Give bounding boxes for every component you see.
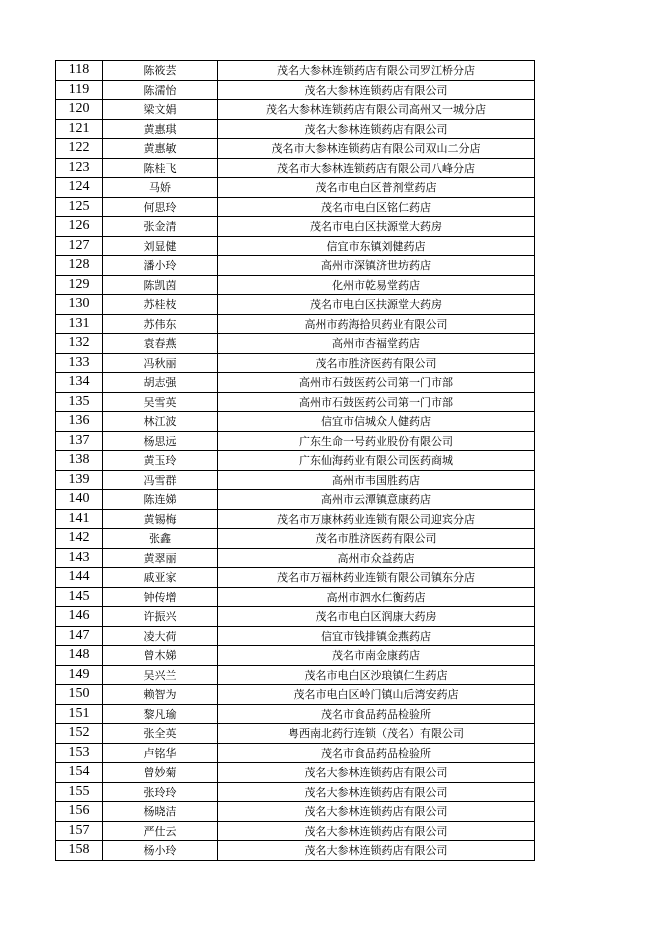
organization-cell: 茂名大参林连锁药店有限公司 [218,782,535,802]
table-row [56,587,535,607]
row-number-cell: 128 [56,256,103,276]
table-row [56,743,535,763]
organization-cell: 化州市乾易堂药店 [218,275,535,295]
table-row [56,841,535,861]
organization-cell: 茂名市南金康药店 [218,646,535,666]
person-name-cell: 冯雪群 [103,470,218,490]
organization-cell: 茂名市电白区扶源堂大药房 [218,217,535,237]
organization-cell: 高州市众益药店 [218,548,535,568]
row-number-cell: 142 [56,529,103,549]
table-row [56,626,535,646]
person-name-cell: 陈濡怡 [103,80,218,100]
organization-cell: 茂名大参林连锁药店有限公司 [218,821,535,841]
person-name-cell: 黄惠琪 [103,119,218,139]
person-name-cell: 赖智为 [103,685,218,705]
row-number-cell: 125 [56,197,103,217]
row-number-cell: 138 [56,451,103,471]
person-name-cell: 袁春燕 [103,334,218,354]
organization-cell: 茂名市万福林药业连锁有限公司镇东分店 [218,568,535,588]
table-row [56,236,535,256]
person-name-cell: 张鑫 [103,529,218,549]
row-number-cell: 120 [56,100,103,120]
person-name-cell: 梁文娟 [103,100,218,120]
row-number-cell: 132 [56,334,103,354]
row-number-cell: 119 [56,80,103,100]
table-row [56,451,535,471]
row-number-cell: 149 [56,665,103,685]
person-name-cell: 黄锡梅 [103,509,218,529]
row-number-cell: 151 [56,704,103,724]
person-name-cell: 黄翠丽 [103,548,218,568]
person-name-cell: 潘小玲 [103,256,218,276]
organization-cell: 高州市云潭镇意康药店 [218,490,535,510]
table-row [56,100,535,120]
person-name-cell: 黄玉玲 [103,451,218,471]
person-name-cell: 陈筱芸 [103,61,218,81]
row-number-cell: 147 [56,626,103,646]
person-name-cell: 戚亚家 [103,568,218,588]
roster-table-body [56,61,535,861]
person-name-cell: 苏伟东 [103,314,218,334]
organization-cell: 茂名大参林连锁药店有限公司罗江桥分店 [218,61,535,81]
person-name-cell: 吴雪英 [103,392,218,412]
row-number-cell: 144 [56,568,103,588]
row-number-cell: 135 [56,392,103,412]
person-name-cell: 陈桂飞 [103,158,218,178]
table-row [56,139,535,159]
organization-cell: 茂名市电白区普剂堂药店 [218,178,535,198]
table-row [56,314,535,334]
row-number-cell: 131 [56,314,103,334]
table-row [56,763,535,783]
organization-cell: 茂名市电白区扶源堂大药房 [218,295,535,315]
organization-cell: 茂名市大参林连锁药店有限公司八峰分店 [218,158,535,178]
table-row [56,529,535,549]
table-row [56,119,535,139]
organization-cell: 茂名市万康林药业连锁有限公司迎宾分店 [218,509,535,529]
table-row [56,61,535,81]
table-row [56,607,535,627]
person-name-cell: 冯秋丽 [103,353,218,373]
table-row [56,353,535,373]
person-name-cell: 黄惠敏 [103,139,218,159]
organization-cell: 茂名市电白区沙琅镇仁生药店 [218,665,535,685]
table-row [56,802,535,822]
person-name-cell: 吴兴兰 [103,665,218,685]
person-name-cell: 张全英 [103,724,218,744]
table-row [56,548,535,568]
table-row [56,392,535,412]
organization-cell: 信宜市信城众人健药店 [218,412,535,432]
row-number-cell: 148 [56,646,103,666]
table-row [56,275,535,295]
row-number-cell: 136 [56,412,103,432]
table-row [56,821,535,841]
table-row [56,724,535,744]
row-number-cell: 140 [56,490,103,510]
organization-cell: 茂名市大参林连锁药店有限公司双山二分店 [218,139,535,159]
organization-cell: 信宜市东镇刘健药店 [218,236,535,256]
row-number-cell: 118 [56,61,103,81]
person-name-cell: 陈连娣 [103,490,218,510]
organization-cell: 高州市韦国胜药店 [218,470,535,490]
row-number-cell: 154 [56,763,103,783]
organization-cell: 茂名市胜济医药有限公司 [218,529,535,549]
person-name-cell: 胡志强 [103,373,218,393]
table-row [56,295,535,315]
person-name-cell: 曾木娣 [103,646,218,666]
organization-cell: 茂名大参林连锁药店有限公司 [218,119,535,139]
table-row [56,509,535,529]
table-row [56,431,535,451]
row-number-cell: 126 [56,217,103,237]
table-row [56,80,535,100]
organization-cell: 高州市杏福堂药店 [218,334,535,354]
row-number-cell: 139 [56,470,103,490]
roster-table [55,60,535,861]
organization-cell: 高州市深镇济世坊药店 [218,256,535,276]
table-row [56,178,535,198]
row-number-cell: 157 [56,821,103,841]
organization-cell: 高州市药海拾贝药业有限公司 [218,314,535,334]
row-number-cell: 155 [56,782,103,802]
table-row [56,704,535,724]
organization-cell: 茂名市电白区岭门镇山后湾安药店 [218,685,535,705]
table-row [56,470,535,490]
organization-cell: 茂名市食品药品检验所 [218,743,535,763]
row-number-cell: 123 [56,158,103,178]
row-number-cell: 137 [56,431,103,451]
table-row [56,197,535,217]
row-number-cell: 156 [56,802,103,822]
row-number-cell: 129 [56,275,103,295]
organization-cell: 茂名市电白区润康大药房 [218,607,535,627]
person-name-cell: 苏桂枝 [103,295,218,315]
person-name-cell: 许振兴 [103,607,218,627]
person-name-cell: 何思玲 [103,197,218,217]
organization-cell: 高州市石鼓医药公司第一门市部 [218,392,535,412]
row-number-cell: 134 [56,373,103,393]
organization-cell: 高州市石鼓医药公司第一门市部 [218,373,535,393]
person-name-cell: 张金清 [103,217,218,237]
row-number-cell: 152 [56,724,103,744]
row-number-cell: 124 [56,178,103,198]
row-number-cell: 133 [56,353,103,373]
organization-cell: 茂名大参林连锁药店有限公司 [218,80,535,100]
row-number-cell: 158 [56,841,103,861]
table-row [56,568,535,588]
table-row [56,158,535,178]
person-name-cell: 杨思远 [103,431,218,451]
table-row [56,490,535,510]
organization-cell: 茂名大参林连锁药店有限公司 [218,841,535,861]
person-name-cell: 刘显健 [103,236,218,256]
person-name-cell: 杨小玲 [103,841,218,861]
row-number-cell: 122 [56,139,103,159]
row-number-cell: 145 [56,587,103,607]
person-name-cell: 曾妙菊 [103,763,218,783]
organization-cell: 广东仙海药业有限公司医药商城 [218,451,535,471]
person-name-cell: 陈凯茵 [103,275,218,295]
person-name-cell: 张玲玲 [103,782,218,802]
organization-cell: 茂名市食品药品检验所 [218,704,535,724]
table-row [56,256,535,276]
person-name-cell: 黎凡瑜 [103,704,218,724]
organization-cell: 茂名大参林连锁药店有限公司高州又一城分店 [218,100,535,120]
person-name-cell: 凌大荷 [103,626,218,646]
table-row [56,646,535,666]
row-number-cell: 153 [56,743,103,763]
row-number-cell: 127 [56,236,103,256]
person-name-cell: 杨晓洁 [103,802,218,822]
person-name-cell: 林江波 [103,412,218,432]
table-row [56,373,535,393]
organization-cell: 信宜市钱排镇金燕药店 [218,626,535,646]
row-number-cell: 150 [56,685,103,705]
organization-cell: 粤西南北药行连锁（茂名）有限公司 [218,724,535,744]
organization-cell: 茂名大参林连锁药店有限公司 [218,802,535,822]
row-number-cell: 130 [56,295,103,315]
organization-cell: 高州市泗水仁衡药店 [218,587,535,607]
person-name-cell: 严仕云 [103,821,218,841]
row-number-cell: 146 [56,607,103,627]
organization-cell: 茂名市电白区铭仁药店 [218,197,535,217]
table-row [56,334,535,354]
person-name-cell: 马娇 [103,178,218,198]
person-name-cell: 钟传增 [103,587,218,607]
organization-cell: 广东生命一号药业股份有限公司 [218,431,535,451]
organization-cell: 茂名大参林连锁药店有限公司 [218,763,535,783]
table-row [56,782,535,802]
row-number-cell: 141 [56,509,103,529]
table-row [56,665,535,685]
row-number-cell: 143 [56,548,103,568]
table-row [56,217,535,237]
person-name-cell: 卢铭华 [103,743,218,763]
table-row [56,685,535,705]
organization-cell: 茂名市胜济医药有限公司 [218,353,535,373]
table-row [56,412,535,432]
row-number-cell: 121 [56,119,103,139]
